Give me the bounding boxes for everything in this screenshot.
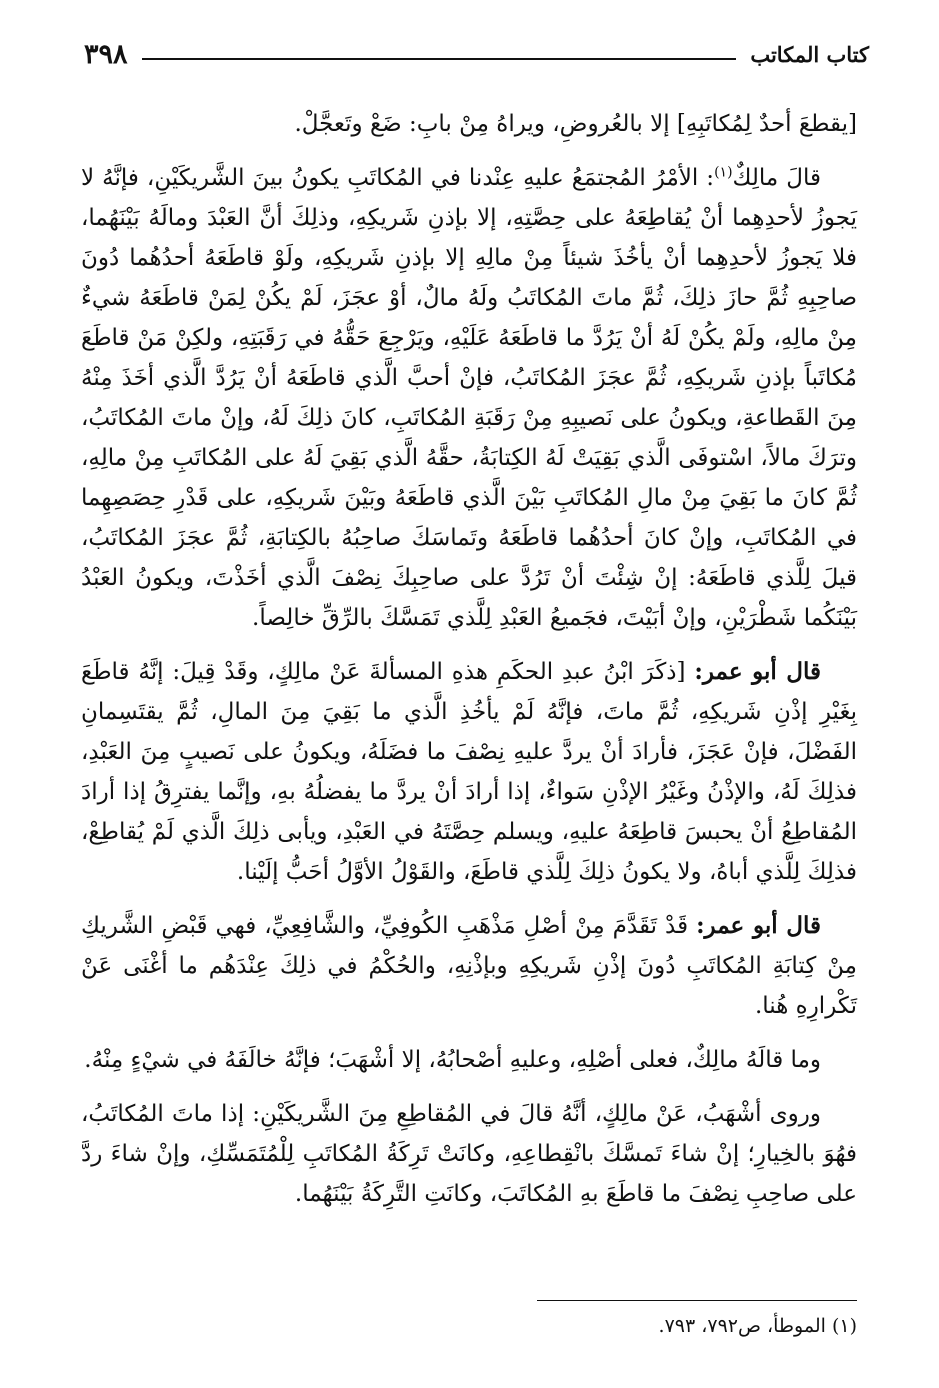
paragraph-text: [ذكَرَ ابْنُ عبدِ الحكَمِ هذهِ المسألةَ عَنْ مالِكٍ، وقَدْ قِيلَ: إنَّهُ قاطَعَ بِغَيْرِ إذْنِ شَريكِهِ، ثُمَّ ماتَ، فإنَّهُ لَمْ يأخُذِ الَّذي ما بَقِيَ مِنَ المالِ، ثُمَّ يقتَسِمانِ الفَضْلَ، فإنْ عَجَزَ، فأرادَ أنْ يردَّ عليهِ نِصْفَ ما فضَلَهُ، ويكونُ على نَصيبٍ مِنَ العَبْدِ، فذلِكَ لَهُ، والإذْنُ وغَيْرُ الإذْنِ سَواءٌ، إذا أرادَ أنْ يردَّ ما يفضلُهُ بهِ، وإنَّما يفترِقُ إذا أرادَ المُقاطِعُ أنْ يحبسَ قاطِعَهُ عليهِ، ويسلم حِصَّتَهُ في العَبْدِ، ويأبى ذلِكَ الَّذي لَمْ يُقاطِعْ، فذلِكَ لِلَّذي أباهُ، ولا يكونُ ذلِكَ لِلَّذي قاطَعَ، والقَوْلُ الأوَّلُ أحَبُّ إلَيْنا. (81, 659, 857, 885)
paragraph-3 (81, 652, 857, 892)
paragraph-1 (81, 104, 857, 144)
speaker-label: قال أبو عمر: (694, 658, 821, 685)
page-number: ٣٩٨ (84, 38, 128, 70)
footnote: (١) الموطأ، ص٧٩٢، ٧٩٣. (658, 1315, 857, 1337)
paragraph-lead: قالَ مالِكٌ (732, 165, 821, 191)
paragraph-text: : الأمْرُ المُجتمَعُ عليهِ عِنْدنا في المُكاتَبِ يكونُ بينَ الشَّريكَيْنِ، فإنَّهُ لا يَجوزُ لأحدِهِما أنْ يُقاطِعَهُ على حِصَّتِهِ، إلا بإذنِ شَريكِهِ، وذلِكَ أنَّ العَبْدَ ومالَهُ بَيْنَهُما، فلا يَجوزُ لأحدِهِما أنْ يأخُذَ شيئاً مِنْ مالِهِ إلا بإذنِ شَريكِهِ، ولَوْ قاطَعَهُ أحدُهُما دُونَ صاحِبِهِ ثُمَّ حازَ ذلِكَ، ثُمَّ ماتَ المُكاتَبُ ولَهُ مالٌ، أوْ عجَزَ، لَمْ يكُنْ لِمَنْ قاطَعَهُ شيءٌ مِنْ مالِهِ، ولَمْ يكُنْ لَهُ أنْ يَرُدَّ ما قاطَعَهُ عَلَيْهِ، ويَرْجِعَ حَقُّهُ في رَقَبَتِهِ، ولكِنْ مَنْ قاطَعَ مُكاتَباً بإذنِ شَريكِهِ، ثُمَّ عجَزَ المُكاتَبُ، فإنْ أحبَّ الَّذي قاطَعَهُ أنْ يَرُدَّ الَّذي أخَذَ مِنْهُ مِنَ القَطاعةِ، ويكونُ على نَصيبِهِ مِنْ رَقَبَةِ المُكاتَبِ، كانَ ذلِكَ لَهُ، وإنْ ماتَ المُكاتَبُ، وترَكَ مالاً، اسْتوفَى الَّذي بَقِيَتْ لَهُ الكِتابَةُ، حقَّهُ الَّذي بَقِيَ لَهُ على المُكاتَبِ مِنْ مالِهِ، ثُمَّ كانَ ما بَقِيَ مِنْ مالِ المُكاتَبِ بَيْنَ الَّذي قاطَعَهُ وبَيْنَ شَريكِهِ، على قَدْرِ حِصَصِهِما في المُكاتَبِ، وإنْ كانَ أحدُهُما قاطَعَهُ وتَماسَكَ صاحِبُهُ بالكِتابَةِ، ثُمَّ عجَزَ المُكاتَبُ، قيلَ لِلَّذي قاطَعَهُ: إنْ شِئْتَ أنْ تَرُدَّ على صاحِبِكَ نِصْفَ الَّذي أخَذْتَ، ويكونُ العَبْدُ بَيْنَكُما شَطْرَيْنِ، وإنْ أبَيْتَ، فجَميعُ العَبْدِ لِلَّذي تَمَسَّكَ بالرِّقِّ خالِصاً. (81, 165, 857, 631)
paragraph-text: وروى أشْهَبُ، عَنْ مالِكٍ، أنَّهُ قالَ في المُقاطِعِ مِنَ الشَّريكَيْنِ: إذا ماتَ المُكاتَبُ، فهُوَ بالخِيارِ؛ إنْ شاءَ تَمسَّكَ بانْقِطاعِهِ، وكانَتْ تَرِكَةُ المُكاتَبِ لِلْمُتَمَسِّكِ، وإنْ شاءَ ردَّ على صاحِبِ نِصْفَ ما قاطَعَ بهِ المُكاتَبَ، وكانَتِ التَّرِكَةُ بَيْنَهُما. (81, 1101, 857, 1207)
paragraph-4 (81, 906, 857, 1026)
footnote-rule (537, 1300, 857, 1301)
page-header (84, 36, 869, 72)
header-rule (142, 58, 737, 60)
paragraph-5 (81, 1040, 857, 1080)
paragraph-6 (81, 1094, 857, 1214)
speaker-label: قال أبو عمر: (696, 912, 822, 939)
paragraph-2 (81, 158, 857, 638)
paragraph-text: قَدْ تَقَدَّمَ مِنْ أصْلِ مَذْهَبِ الكُوفِيِّ، والشَّافِعِيِّ، فهي قَبْضِ الشَّريكِ مِنْ كِتابَةِ المُكاتَبِ دُونَ إذْنِ شَريكِهِ وبإذْنِهِ، والحُكْمُ في ذلِكَ عِنْدَهُم ما أغْنَى عَنْ تَكْرارِهِ هُنا. (81, 913, 857, 1019)
paragraph-text: وما قالَهُ مالِكٌ، فعلى أصْلِهِ، وعليهِ أصْحابُهُ، إلا أشْهَبَ؛ فإنَّهُ خالَفَهُ في شيْءٍ مِنْهُ. (84, 1047, 821, 1073)
main-text (81, 104, 857, 1228)
running-title: كتاب المكاتب (750, 41, 869, 67)
footnote-reference: (١) (714, 164, 733, 181)
paragraph-text: [يقطعَ أحدٌ لِمُكاتَبِهِ] إلا بالعُروضِ، ويراهُ مِنْ بابِ: ضَعْ وتَعجَّلْ. (294, 111, 857, 137)
